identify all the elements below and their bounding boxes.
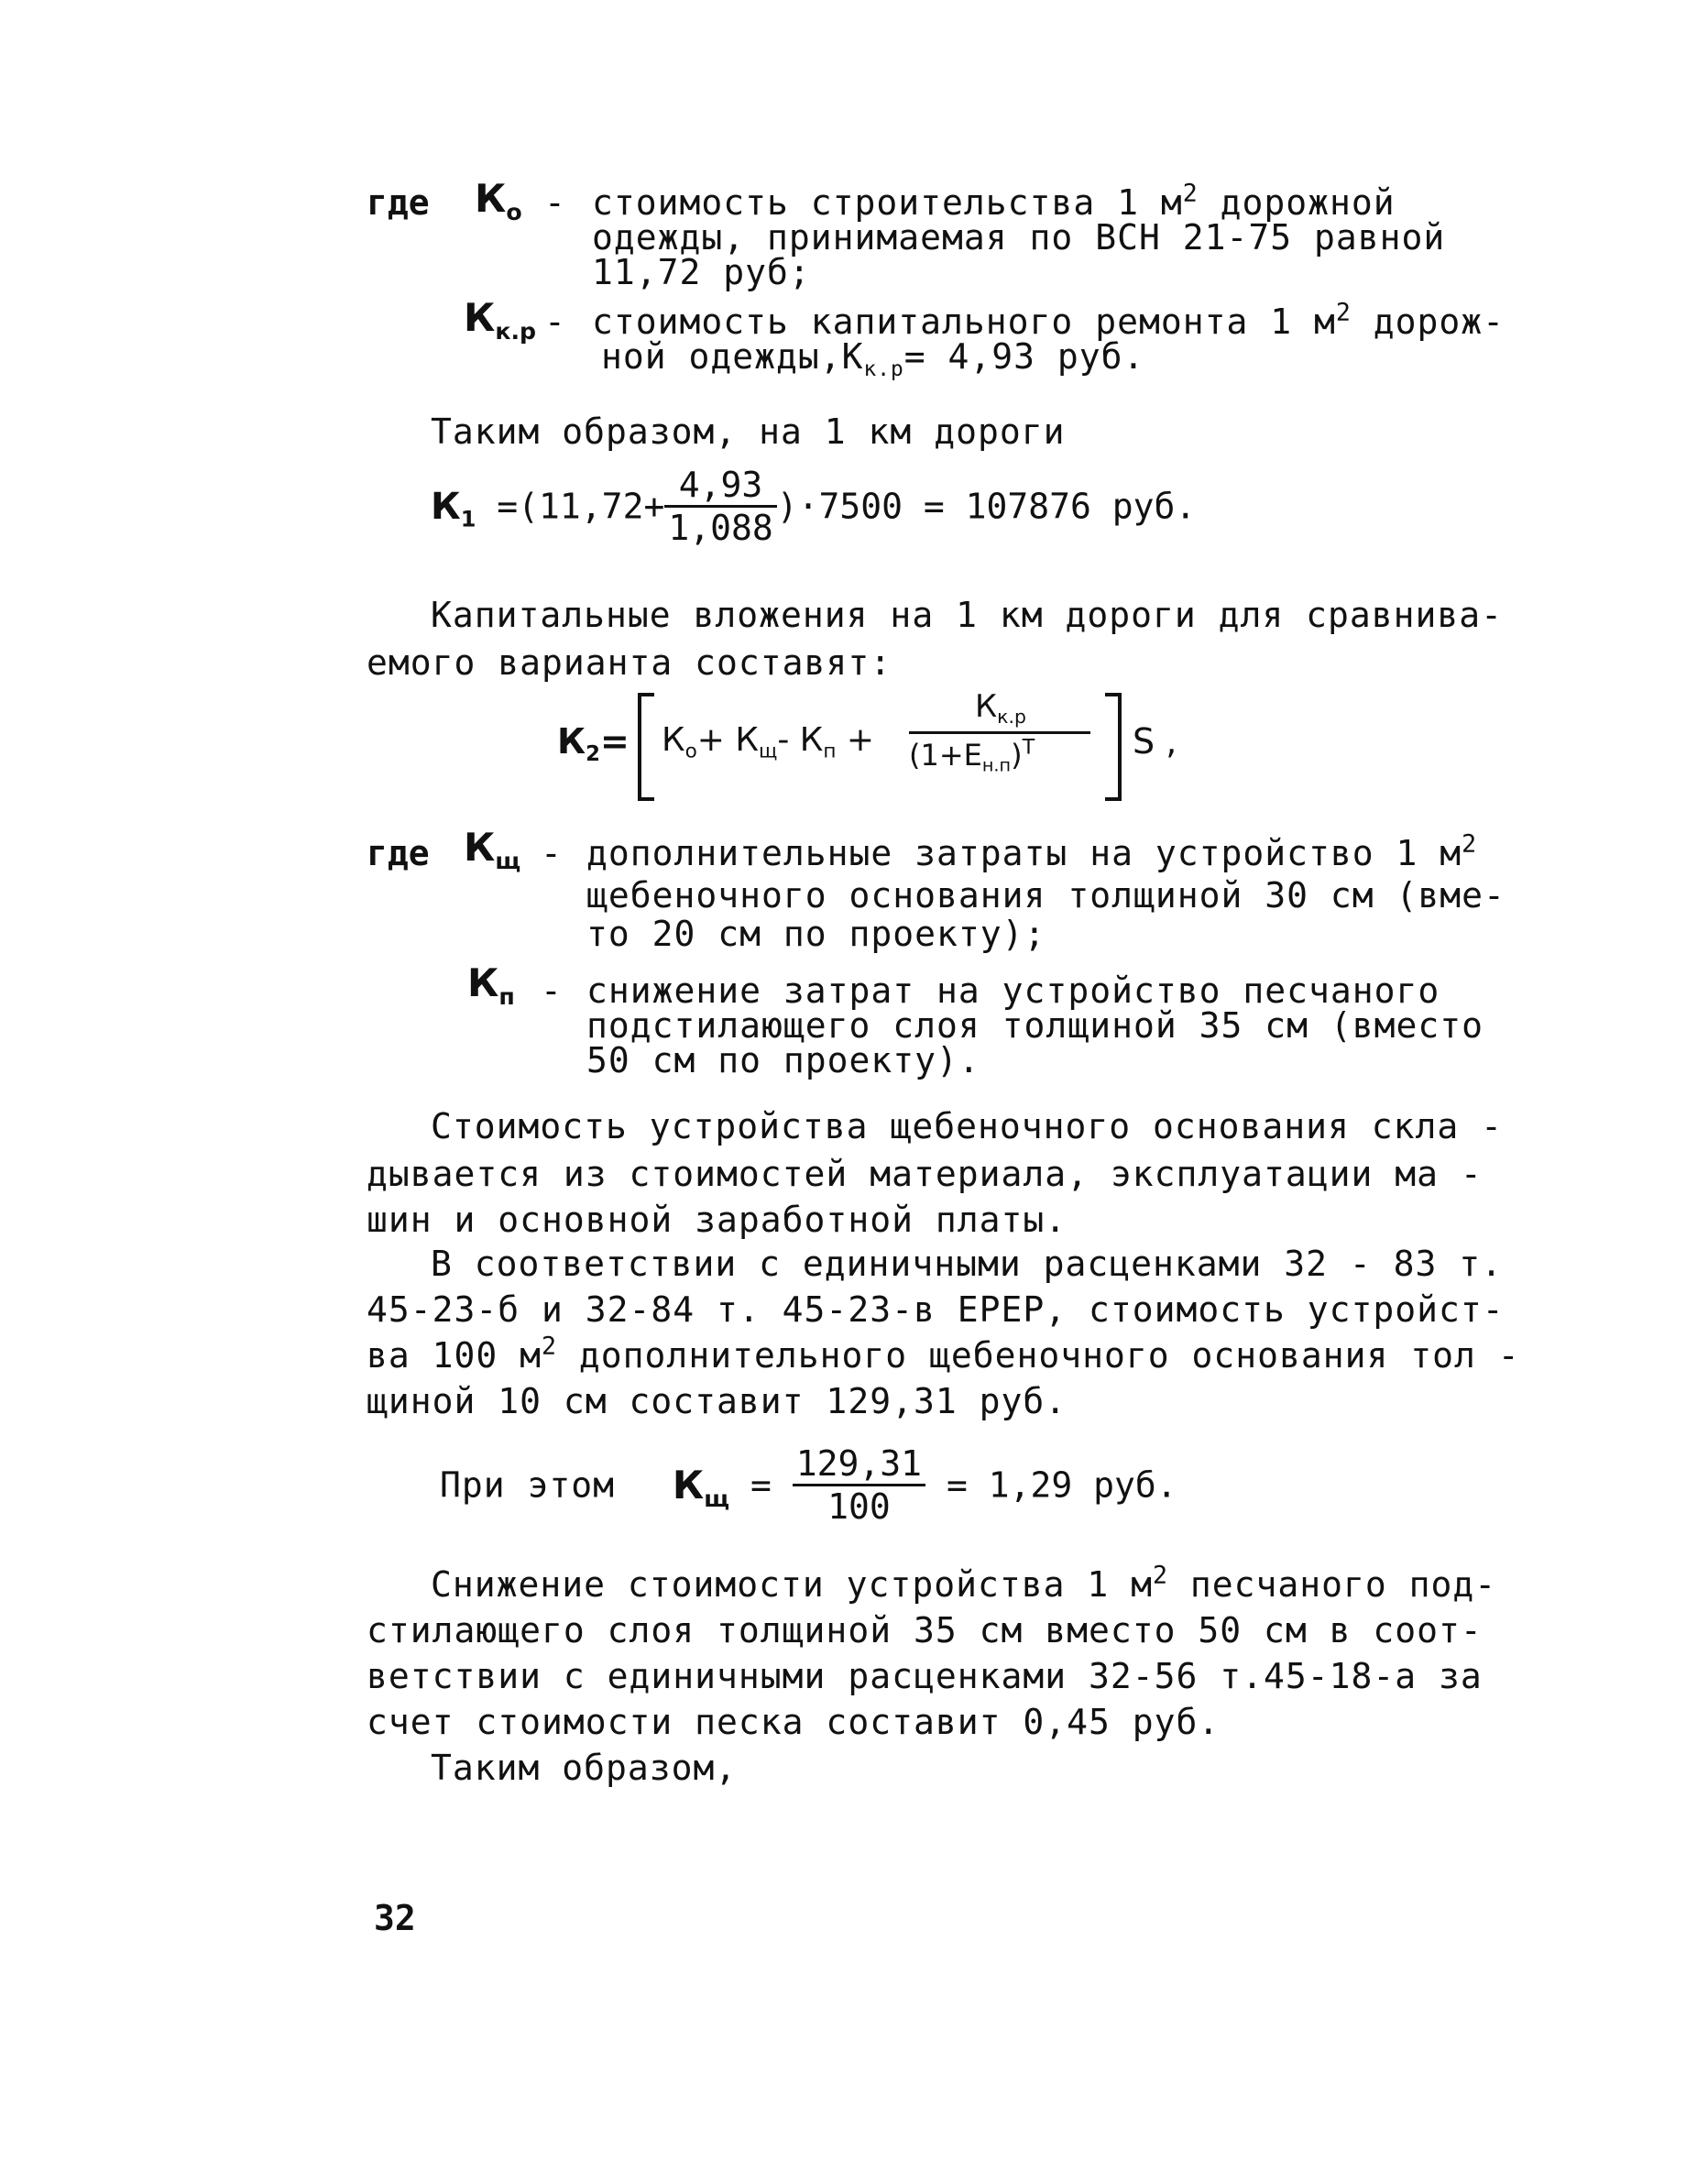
formula-intro: При этом (440, 1464, 616, 1506)
kshch-fraction (793, 1443, 925, 1527)
paragraph-reduction-line-1: Снижение стоимости устройства 1 $м^2$ песчаного под- (431, 1561, 1497, 1605)
paragraph-cost-line-1: Стоимость устройства щебеночного основания скла - (431, 1106, 1504, 1146)
dash: - (541, 970, 562, 1011)
paragraph-capital-line-1: Капитальные вложения на 1 км дороги для сравнива- (431, 595, 1504, 635)
paragraph-reduction-line-3: ветствии с единичными расценками 32-56 т.45-18-а за (367, 1656, 1483, 1696)
paragraph-rates-line-3: ва 100 $м^2$ дополнительного щебеночного основания тол - (367, 1332, 1520, 1376)
kp-definition-line-2: подстилающего слоя толщиной 35 см (вместо (586, 1005, 1484, 1046)
kkr-symbol: $К_{к.р}$ (464, 295, 537, 345)
where-label: где (367, 833, 430, 873)
k1-close: )·7500 = 107876 руб. (776, 486, 1197, 527)
k0-definition-line-1: стоимость строительства 1 $м^2$ дорожной (592, 179, 1396, 223)
left-bracket (638, 693, 654, 801)
formula-k1 (431, 465, 1197, 548)
k1-numerator: 4,93 (678, 465, 763, 505)
k1-symbol: $К_1$ (431, 485, 476, 532)
page-number: 32 (374, 1898, 416, 1938)
paragraph-capital-line-2: емого варианта составят: (367, 642, 892, 683)
kshch-definition-line-3: то 20 см по проекту); (586, 914, 1046, 954)
kshch-definition-line-1: дополнительные затраты на устройство 1 $м^2$ (586, 829, 1478, 873)
where-label: где (367, 182, 430, 223)
kshch-denominator: 100 (793, 1484, 925, 1524)
k2-s: S , (1133, 721, 1177, 762)
k1-open: =(11,72+ (497, 486, 665, 527)
kshch-lhs: $К_щ$ (672, 1462, 730, 1512)
paragraph-cost-line-2: дывается из стоимостей материала, эксплуатации ма - (367, 1154, 1483, 1194)
k2-symbol: $К_2=$ (557, 721, 630, 766)
k1-fraction (664, 465, 776, 548)
k0-definition-line-3: 11,72 руб; (592, 252, 811, 292)
k0-symbol: $К_о$ (475, 176, 522, 225)
kp-definition-line-1: снижение затрат на устройство песчаного (586, 970, 1440, 1011)
kshch-rhs: = 1,29 руб. (946, 1464, 1177, 1506)
kshch-definition-line-2: щебеночного основания толщиной 30 см (вме- (586, 875, 1505, 916)
paragraph-cost-line-3: шин и основной заработной платы. (367, 1200, 1068, 1240)
formula-kshch (440, 1443, 1177, 1527)
k2-numerator: $К_{к.р}$ (975, 688, 1026, 729)
kkr-definition-line-1: стоимость капитального ремонта 1 $м^2$ дорож- (592, 298, 1505, 342)
kshch-eq: = (750, 1464, 772, 1506)
dash: - (541, 833, 562, 873)
kp-symbol: $К_п$ (467, 960, 515, 1010)
k2-terms: $К_о+ К_щ-$ $К_п$ + (662, 721, 875, 763)
k2-fraction-bar (909, 731, 1090, 734)
paragraph-thus-2: Таким образом, (431, 1748, 738, 1788)
paragraph-rates-line-1: В соответствии с единичными расценками 32 - 83 т. (431, 1244, 1504, 1284)
paragraph-rates-line-2: 45-23-б и 32-84 т. 45-23-в ЕРЕР, стоимость устройст- (367, 1289, 1505, 1330)
paragraph-reduction-line-2: стилающего слоя толщиной 35 см вместо 50 см в соот- (367, 1610, 1483, 1650)
kshch-symbol: $К_щ$ (464, 825, 521, 874)
paragraph-reduction-line-4: счет стоимости песка составит 0,45 руб. (367, 1702, 1221, 1742)
kp-definition-line-3: 50 см по проекту). (586, 1040, 980, 1080)
kkr-definition-line-2: ной $одежды,К_{к.р}= 4,93$ руб. (601, 336, 1145, 381)
kshch-numerator: 129,31 (795, 1443, 923, 1484)
dash: - (544, 302, 565, 342)
k2-denominator: $(1+Е_{н.п})^Т$ (909, 735, 1035, 776)
k1-denominator: 1,088 (664, 505, 776, 545)
k0-definition-line-2: одежды, принимаемая по ВСН 21-75 равной (592, 217, 1446, 258)
right-bracket (1105, 693, 1122, 801)
paragraph-rates-line-4: щиной 10 см составит 129,31 руб. (367, 1381, 1068, 1421)
dash: - (544, 182, 565, 223)
paragraph-thus-1: Таким образом, на 1 км дороги (431, 411, 1066, 452)
